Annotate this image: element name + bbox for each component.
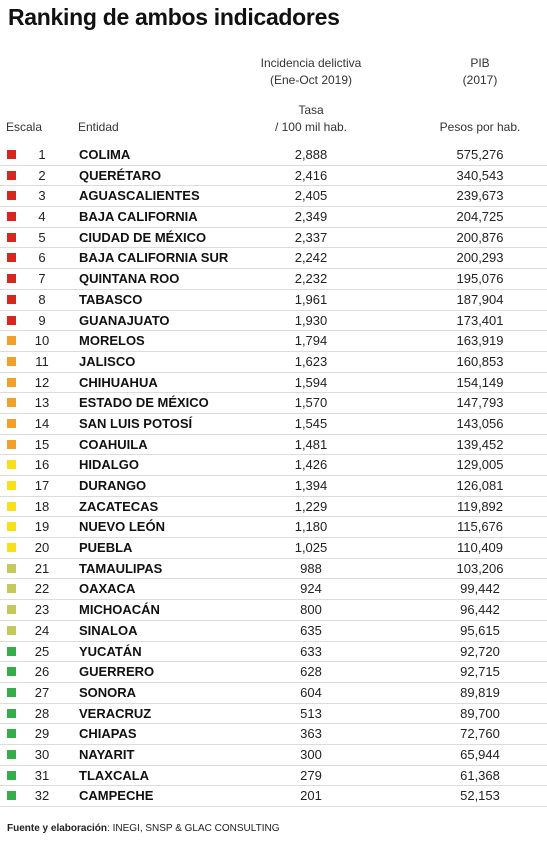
entidad-cell: SAN LUIS POTOSÍ bbox=[79, 415, 193, 431]
pib-cell: 92,720 bbox=[460, 643, 500, 659]
header-incidencia: Incidencia delictiva bbox=[260, 56, 362, 70]
tasa-cell: 1,594 bbox=[294, 374, 328, 390]
entidad-cell: DURANGO bbox=[79, 478, 147, 493]
table-row bbox=[0, 145, 547, 166]
scale-square bbox=[7, 564, 16, 573]
entidad-cell: ESTADO DE MÉXICO bbox=[79, 395, 209, 411]
table-row bbox=[0, 476, 547, 497]
entidad-cell: BAJA CALIFORNIA SUR bbox=[79, 250, 229, 266]
tasa-cell: 1,930 bbox=[294, 312, 328, 328]
scale-square bbox=[7, 791, 16, 800]
header-tasa: Tasa bbox=[298, 103, 324, 117]
entidad-cell: CHIHUAHUA bbox=[79, 374, 158, 390]
pib-cell: 173,401 bbox=[456, 312, 504, 328]
rank-cell: 30 bbox=[34, 746, 50, 762]
tasa-cell: 2,416 bbox=[294, 167, 328, 183]
table-row bbox=[0, 745, 547, 766]
header-pesos: Pesos por hab. bbox=[439, 120, 521, 134]
table-row bbox=[0, 311, 547, 332]
tasa-cell: 201 bbox=[300, 788, 322, 804]
entidad-cell: TLAXCALA bbox=[79, 767, 150, 783]
table-row bbox=[0, 248, 547, 269]
pib-cell: 340,543 bbox=[456, 167, 504, 183]
entidad-cell: SONORA bbox=[79, 684, 137, 700]
tasa-cell: 1,025 bbox=[294, 540, 328, 556]
entidad-cell: GUERRERO bbox=[79, 664, 155, 680]
scale-square bbox=[7, 522, 16, 531]
tasa-cell: 1,394 bbox=[294, 478, 328, 493]
entidad-cell: NUEVO LEÓN bbox=[79, 519, 165, 535]
pib-cell: 65,944 bbox=[460, 746, 500, 762]
rank-cell: 8 bbox=[38, 291, 46, 307]
tasa-cell: 800 bbox=[300, 602, 322, 618]
entidad-cell: CIUDAD DE MÉXICO bbox=[79, 229, 207, 245]
table-row bbox=[0, 579, 547, 600]
table-row bbox=[0, 621, 547, 642]
scale-square bbox=[7, 274, 16, 283]
rank-cell: 7 bbox=[38, 271, 46, 287]
scale-square bbox=[7, 626, 16, 635]
pib-cell: 187,904 bbox=[456, 291, 504, 307]
header-pib: PIB bbox=[470, 56, 490, 70]
source-note bbox=[7, 823, 279, 834]
header-tasa-unit: / 100 mil hab. bbox=[274, 120, 348, 134]
rank-cell: 32 bbox=[34, 788, 50, 804]
rank-cell: 28 bbox=[34, 705, 50, 721]
scale-square bbox=[7, 771, 16, 780]
tasa-cell: 2,337 bbox=[294, 229, 328, 245]
pib-cell: 195,076 bbox=[456, 271, 504, 287]
entidad-cell: SINALOA bbox=[79, 622, 138, 638]
pib-cell: 92,715 bbox=[460, 664, 500, 680]
tasa-cell: 924 bbox=[300, 581, 322, 597]
rank-cell: 29 bbox=[34, 726, 50, 742]
scale-square bbox=[7, 233, 16, 242]
scale-square bbox=[7, 584, 16, 593]
table-row bbox=[0, 290, 547, 311]
pib-cell: 200,293 bbox=[456, 250, 504, 266]
table-row bbox=[0, 766, 547, 787]
rank-cell: 13 bbox=[34, 395, 50, 411]
rank-cell: 26 bbox=[34, 664, 50, 680]
scale-square bbox=[7, 295, 16, 304]
header-pib-year: (2017) bbox=[462, 73, 498, 87]
scale-square bbox=[7, 750, 16, 759]
pib-cell: 160,853 bbox=[456, 353, 504, 369]
tasa-cell: 1,545 bbox=[294, 415, 328, 431]
ranking-table bbox=[0, 145, 547, 807]
rank-cell: 10 bbox=[34, 333, 50, 349]
pib-cell: 99,442 bbox=[460, 581, 500, 597]
entidad-cell: TAMAULIPAS bbox=[79, 560, 163, 576]
source-text: : INEGI, SNSP & GLAC CONSULTING bbox=[107, 823, 280, 834]
entidad-cell: TABASCO bbox=[79, 291, 143, 307]
table-row bbox=[0, 642, 547, 663]
scale-square bbox=[7, 253, 16, 262]
entidad-cell: COAHUILA bbox=[79, 436, 148, 452]
scale-square bbox=[7, 440, 16, 449]
rank-cell: 14 bbox=[34, 415, 50, 431]
rank-cell: 2 bbox=[38, 167, 46, 183]
scale-square bbox=[7, 502, 16, 511]
scale-square bbox=[7, 316, 16, 325]
table-row bbox=[0, 331, 547, 352]
pib-cell: 89,819 bbox=[460, 684, 500, 700]
rank-cell: 4 bbox=[38, 209, 46, 225]
table-row bbox=[0, 600, 547, 621]
entidad-cell: MORELOS bbox=[79, 333, 145, 349]
rank-cell: 17 bbox=[34, 478, 50, 493]
pib-cell: 119,892 bbox=[456, 498, 504, 514]
table-row bbox=[0, 786, 547, 807]
entidad-cell: PUEBLA bbox=[79, 540, 133, 556]
rank-cell: 1 bbox=[38, 147, 46, 162]
pib-cell: 200,876 bbox=[456, 229, 504, 245]
table-row bbox=[0, 373, 547, 394]
scale-square bbox=[7, 191, 16, 200]
rank-cell: 25 bbox=[34, 643, 50, 659]
table-row bbox=[0, 207, 547, 228]
scale-square bbox=[7, 647, 16, 656]
pib-cell: 147,793 bbox=[456, 395, 504, 411]
tasa-cell: 279 bbox=[300, 767, 322, 783]
tasa-cell: 2,349 bbox=[294, 209, 328, 225]
pib-cell: 61,368 bbox=[460, 767, 500, 783]
pib-cell: 575,276 bbox=[456, 147, 504, 162]
scale-square bbox=[7, 667, 16, 676]
pib-cell: 126,081 bbox=[456, 478, 504, 493]
entidad-cell: COLIMA bbox=[79, 147, 131, 162]
tasa-cell: 628 bbox=[300, 664, 322, 680]
pib-cell: 129,005 bbox=[456, 457, 504, 473]
rank-cell: 12 bbox=[34, 374, 50, 390]
rank-cell: 21 bbox=[34, 560, 50, 576]
scale-square bbox=[7, 212, 16, 221]
scale-square bbox=[7, 709, 16, 718]
table-row bbox=[0, 269, 547, 290]
rank-cell: 19 bbox=[34, 519, 50, 535]
pib-cell: 154,149 bbox=[456, 374, 504, 390]
pib-cell: 52,153 bbox=[460, 788, 500, 804]
rank-cell: 3 bbox=[38, 188, 46, 204]
tasa-cell: 1,961 bbox=[294, 291, 328, 307]
pib-cell: 143,056 bbox=[456, 415, 504, 431]
table-row bbox=[0, 166, 547, 187]
table-row bbox=[0, 393, 547, 414]
rank-cell: 15 bbox=[34, 436, 50, 452]
table-row bbox=[0, 704, 547, 725]
entidad-cell: JALISCO bbox=[79, 353, 136, 369]
scale-square bbox=[7, 729, 16, 738]
rank-cell: 11 bbox=[35, 353, 49, 369]
entidad-cell: CAMPECHE bbox=[79, 788, 154, 804]
rank-cell: 20 bbox=[34, 540, 50, 556]
table-row bbox=[0, 497, 547, 518]
pib-cell: 115,676 bbox=[456, 519, 504, 535]
table-row bbox=[0, 724, 547, 745]
rank-cell: 27 bbox=[34, 684, 50, 700]
rank-cell: 31 bbox=[34, 767, 50, 783]
entidad-cell: HIDALGO bbox=[79, 457, 139, 473]
tasa-cell: 1,570 bbox=[294, 395, 328, 411]
entidad-cell: OAXACA bbox=[79, 581, 136, 597]
table-row bbox=[0, 455, 547, 476]
entidad-cell: GUANAJUATO bbox=[79, 312, 170, 328]
scale-square bbox=[7, 398, 16, 407]
table-row bbox=[0, 414, 547, 435]
table-row bbox=[0, 186, 547, 207]
scale-square bbox=[7, 150, 16, 159]
entidad-cell: VERACRUZ bbox=[79, 705, 152, 721]
entidad-cell: AGUASCALIENTES bbox=[79, 188, 200, 204]
entidad-cell: BAJA CALIFORNIA bbox=[79, 209, 198, 225]
rank-cell: 18 bbox=[34, 498, 50, 514]
tasa-cell: 988 bbox=[300, 560, 322, 576]
table-row bbox=[0, 435, 547, 456]
scale-square bbox=[7, 605, 16, 614]
tasa-cell: 2,405 bbox=[294, 188, 328, 204]
table-row bbox=[0, 228, 547, 249]
table-row bbox=[0, 662, 547, 683]
pib-cell: 103,206 bbox=[456, 560, 504, 576]
scale-square bbox=[7, 357, 16, 366]
tasa-cell: 1,794 bbox=[294, 333, 328, 349]
tasa-cell: 2,888 bbox=[294, 147, 328, 162]
pib-cell: 163,919 bbox=[456, 333, 504, 349]
entidad-cell: ZACATECAS bbox=[79, 498, 159, 514]
table-row bbox=[0, 352, 547, 373]
page-title: Ranking de ambos indicadores bbox=[8, 4, 340, 30]
tasa-cell: 513 bbox=[300, 705, 322, 721]
pib-cell: 110,409 bbox=[456, 540, 504, 556]
scale-square bbox=[7, 378, 16, 387]
tasa-cell: 2,232 bbox=[294, 271, 328, 287]
rank-cell: 16 bbox=[34, 457, 50, 473]
scale-square bbox=[7, 688, 16, 697]
scale-square bbox=[7, 481, 16, 490]
table-row bbox=[0, 683, 547, 704]
tasa-cell: 2,242 bbox=[294, 250, 328, 266]
tasa-cell: 635 bbox=[300, 622, 322, 638]
entidad-cell: NAYARIT bbox=[79, 746, 135, 762]
tasa-cell: 1,623 bbox=[294, 353, 328, 369]
rank-cell: 6 bbox=[38, 250, 46, 266]
pib-cell: 239,673 bbox=[456, 188, 504, 204]
tasa-cell: 300 bbox=[300, 746, 322, 762]
rank-cell: 24 bbox=[34, 622, 50, 638]
table-row bbox=[0, 517, 547, 538]
scale-square bbox=[7, 171, 16, 180]
rank-cell: 9 bbox=[38, 312, 46, 328]
tasa-cell: 633 bbox=[300, 643, 322, 659]
table-row bbox=[0, 538, 547, 559]
tasa-cell: 604 bbox=[300, 684, 322, 700]
rank-cell: 5 bbox=[38, 229, 46, 245]
pib-cell: 204,725 bbox=[456, 209, 504, 225]
tasa-cell: 1,229 bbox=[294, 498, 328, 514]
header-entidad: Entidad bbox=[78, 120, 119, 134]
tasa-cell: 363 bbox=[300, 726, 322, 742]
pib-cell: 139,452 bbox=[456, 436, 504, 452]
rank-cell: 22 bbox=[34, 581, 50, 597]
scale-square bbox=[7, 419, 16, 428]
tasa-cell: 1,180 bbox=[294, 519, 328, 535]
rank-cell: 23 bbox=[34, 602, 50, 618]
tasa-cell: 1,481 bbox=[294, 436, 328, 452]
pib-cell: 95,615 bbox=[460, 622, 500, 638]
header-incidencia-period: (Ene-Oct 2019) bbox=[269, 73, 353, 87]
table-row bbox=[0, 559, 547, 580]
entidad-cell: YUCATÁN bbox=[79, 643, 142, 659]
entidad-cell: QUERÉTARO bbox=[79, 167, 162, 183]
entidad-cell: MICHOACÁN bbox=[79, 602, 160, 618]
header-escala: Escala bbox=[6, 120, 43, 134]
source-label: Fuente y elaboración bbox=[7, 823, 108, 834]
tasa-cell: 1,426 bbox=[294, 457, 328, 473]
scale-square bbox=[7, 460, 16, 469]
pib-cell: 89,700 bbox=[460, 705, 500, 721]
pib-cell: 72,760 bbox=[460, 726, 500, 742]
scale-square bbox=[7, 336, 16, 345]
scale-square bbox=[7, 543, 16, 552]
entidad-cell: QUINTANA ROO bbox=[79, 271, 180, 287]
entidad-cell: CHIAPAS bbox=[79, 726, 137, 742]
pib-cell: 96,442 bbox=[460, 602, 500, 618]
